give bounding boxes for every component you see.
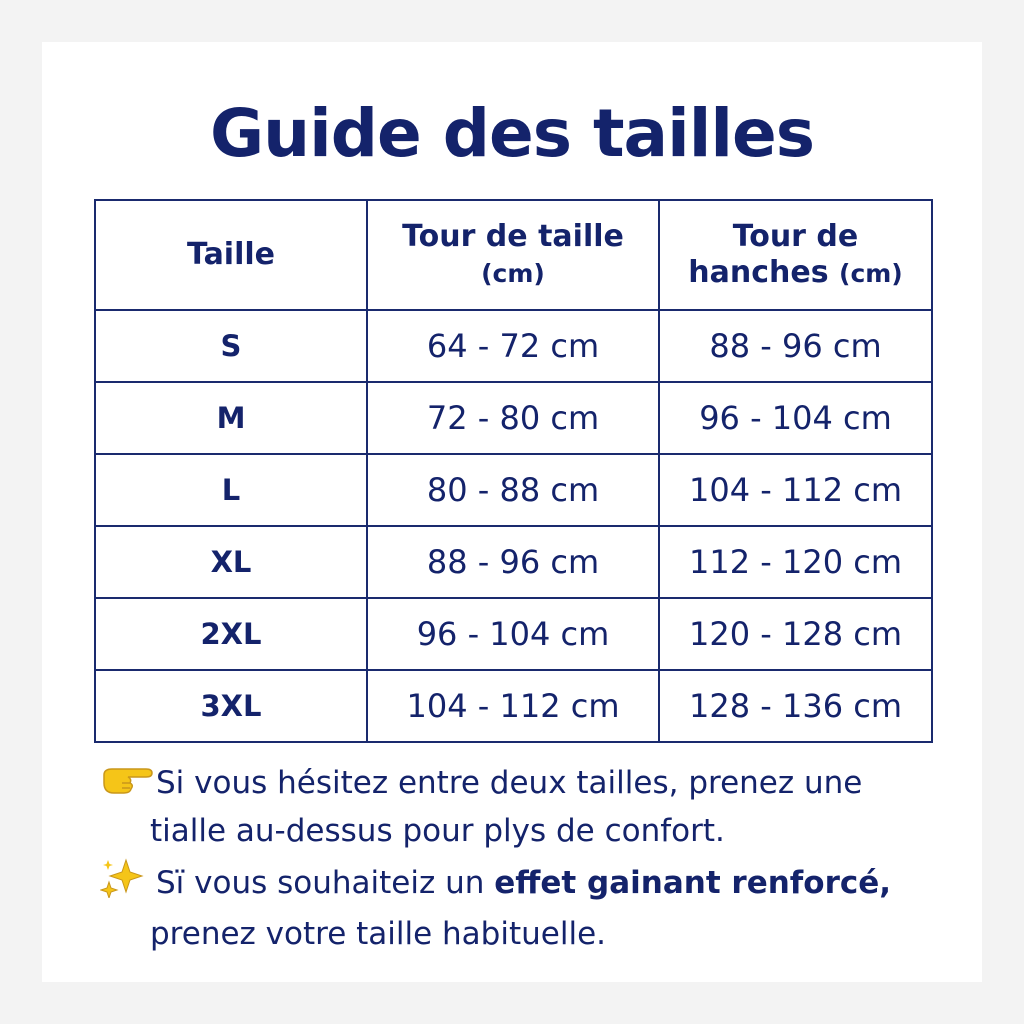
note-shaping-bold: effet gainant renforcé, — [494, 865, 892, 901]
table-row — [95, 382, 932, 454]
note-hesitate-line1: Si vous hésitez entre deux tailles, prenez une — [156, 765, 863, 801]
header-size — [95, 200, 367, 310]
sparkles-icon — [100, 858, 156, 911]
table-row — [95, 598, 932, 670]
size-table — [94, 199, 933, 743]
waist-cell: 80 - 88 cm — [367, 454, 659, 526]
table-row — [95, 310, 932, 382]
page-title: Guide des tailles — [209, 95, 815, 172]
header-waist-label: Tour de taille — [402, 218, 624, 254]
size-cell: XL — [95, 526, 367, 598]
note-shaping — [100, 858, 980, 957]
header-hips-unit: (cm) — [839, 258, 903, 288]
pointing-hand-icon — [100, 761, 156, 808]
size-cell: 2XL — [95, 598, 367, 670]
size-cell: M — [95, 382, 367, 454]
table-row — [95, 454, 932, 526]
waist-cell: 88 - 96 cm — [367, 526, 659, 598]
note-shaping-prefix: Sï vous souhaiteiz un — [156, 865, 495, 901]
note-hesitate-line2: tialle au-dessus pour plys de confort. — [150, 813, 725, 849]
hips-cell: 96 - 104 cm — [659, 382, 932, 454]
hips-cell: 128 - 136 cm — [659, 670, 932, 742]
size-cell: 3XL — [95, 670, 367, 742]
hips-cell: 88 - 96 cm — [659, 310, 932, 382]
note-shaping-line2: prenez votre taille habituelle. — [150, 916, 606, 952]
header-hips-label: Tour de — [732, 218, 859, 254]
header-hips-label-2: hanches — [688, 254, 829, 290]
table-header-row — [95, 200, 932, 310]
header-waist — [367, 200, 659, 310]
table-row — [95, 670, 932, 742]
note-hesitate — [100, 760, 960, 854]
table-row — [95, 526, 932, 598]
header-waist-unit: (cm) — [481, 258, 545, 288]
waist-cell: 64 - 72 cm — [367, 310, 659, 382]
hips-cell: 104 - 112 cm — [659, 454, 932, 526]
size-cell: S — [95, 310, 367, 382]
hips-cell: 120 - 128 cm — [659, 598, 932, 670]
header-hips — [659, 200, 932, 310]
waist-cell: 104 - 112 cm — [367, 670, 659, 742]
header-size-label: Taille — [186, 237, 276, 272]
size-cell: L — [95, 454, 367, 526]
waist-cell: 96 - 104 cm — [367, 598, 659, 670]
waist-cell: 72 - 80 cm — [367, 382, 659, 454]
hips-cell: 112 - 120 cm — [659, 526, 932, 598]
